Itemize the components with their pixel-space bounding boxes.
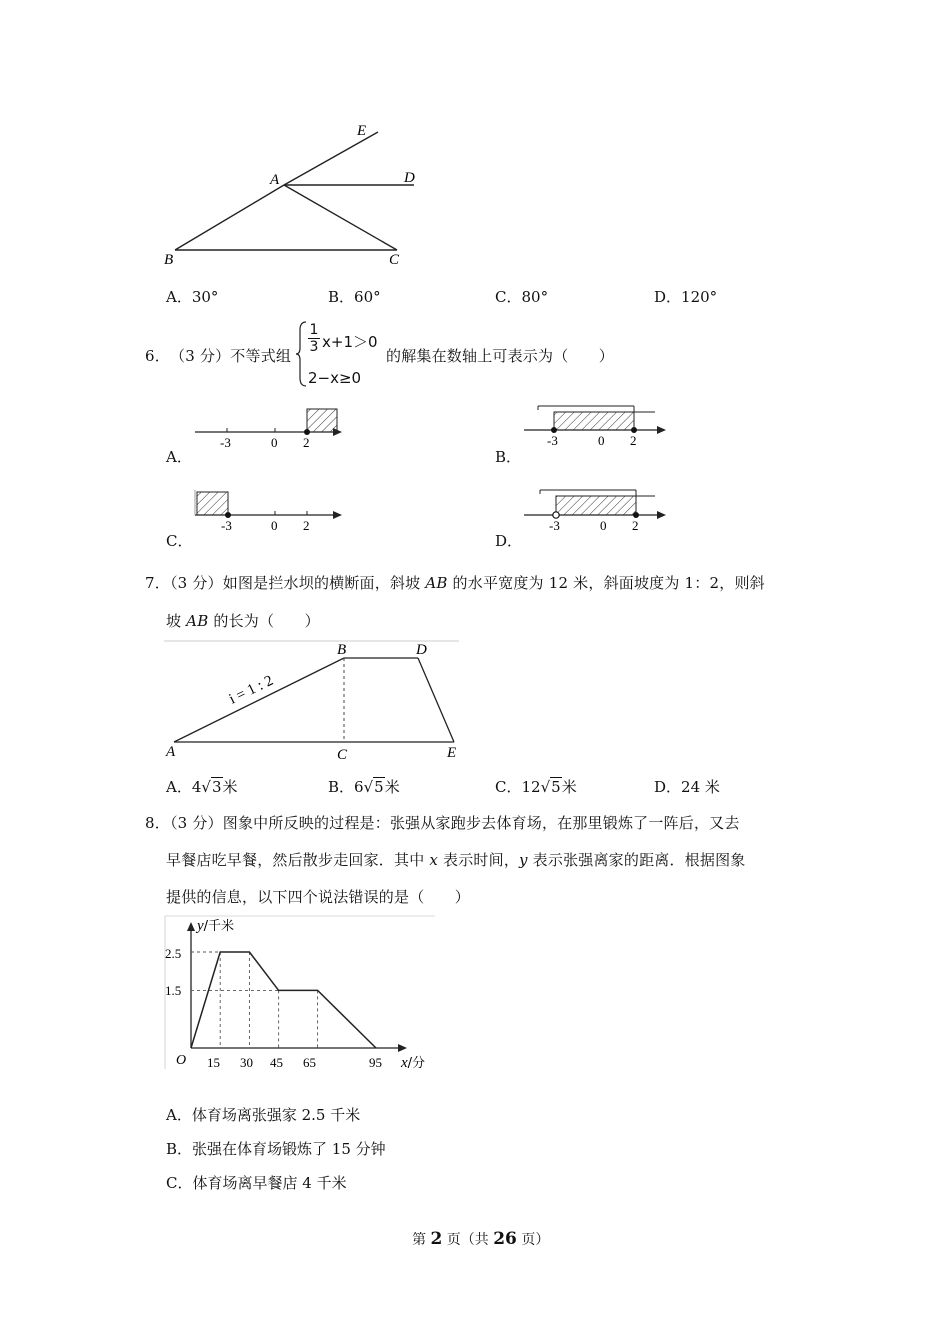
q7-figure	[162, 638, 462, 766]
label-C: C	[337, 747, 348, 763]
tick-label: 2	[303, 435, 310, 450]
q6-score: （3 分）不等式组	[170, 347, 292, 365]
q8-var-y: y	[519, 851, 528, 869]
fraction-numerator: 1	[309, 322, 319, 338]
x-tick-label: 30	[240, 1055, 253, 1070]
footer-text: 页（共	[442, 1232, 494, 1248]
option-text: 30°	[191, 288, 219, 306]
label-D: D	[404, 170, 415, 186]
option-key: B．	[166, 1140, 193, 1158]
label-E: E	[357, 123, 367, 139]
option-unit: 米	[222, 778, 238, 796]
q8-stem-line3: 提供的信息，以下四个说法错误的是（ ）	[166, 888, 471, 906]
label-B: B	[164, 252, 174, 268]
option-key: B．	[328, 288, 355, 306]
option-key: D．	[654, 778, 682, 796]
option-coef: 6	[354, 778, 364, 796]
q8-distance-time-chart	[163, 914, 443, 1074]
q5-option-c[interactable]	[495, 286, 548, 307]
q8-text: 表示张强离家的距离．根据图象	[527, 851, 746, 869]
q6-fraction	[308, 322, 320, 355]
y-axis-arrow	[187, 922, 195, 931]
radicand: 5	[374, 778, 384, 796]
q5-option-a[interactable]	[166, 286, 218, 307]
tick-label: 0	[598, 433, 605, 448]
label-B: B	[337, 642, 347, 658]
tick-label: -3	[220, 435, 231, 450]
label-E: E	[447, 745, 457, 761]
q6-option-b-key[interactable]: B．	[495, 448, 522, 466]
sqrt-symbol: √3	[201, 778, 222, 796]
q6-number: 6．	[145, 347, 170, 365]
q7-ab: AB	[186, 612, 209, 630]
q6-numberline-a[interactable]	[190, 402, 350, 452]
option-text: 24 米	[681, 778, 720, 796]
q7-text: 的水平宽度为 12 米，斜面坡度为 1：2，则斜	[447, 574, 765, 592]
q8-stem-line1: 8．（3 分）图象中所反映的过程是：张强从家跑步去体育场，在那里锻炼了一阵后，又去	[145, 814, 740, 832]
option-key: A．	[166, 288, 192, 306]
page-footer	[412, 1229, 549, 1249]
x-axis-arrow	[398, 1044, 407, 1052]
option-key: C．	[495, 288, 522, 306]
option-coef: 4	[191, 778, 202, 796]
footer-text: 第	[412, 1232, 431, 1248]
tick-label: 2	[632, 518, 639, 533]
tick-label: 0	[271, 435, 278, 450]
option-key: D．	[654, 288, 682, 306]
q7-ab: AB	[425, 574, 448, 592]
q5-figure	[160, 118, 430, 268]
option-text: 120°	[681, 288, 718, 306]
q6-option-c-key[interactable]: C．	[166, 532, 193, 550]
option-key: A．	[166, 778, 192, 796]
sqrt-symbol: √5	[363, 778, 384, 796]
y-tick-label: 2.5	[165, 946, 182, 961]
option-unit: 米	[384, 778, 400, 796]
option-text: 80°	[521, 288, 549, 306]
q8-text: 表示时间，	[438, 851, 520, 869]
q8-stem-line2	[166, 849, 745, 870]
q7-option-a[interactable]	[166, 776, 238, 797]
label-A: A	[166, 744, 176, 760]
x-tick-label: 65	[303, 1055, 316, 1070]
q6-brace	[296, 320, 308, 388]
q5-option-d[interactable]	[654, 286, 717, 307]
footer-text: 页）	[516, 1232, 550, 1248]
q7-text: 的长为（ ）	[208, 612, 320, 630]
tick-label: 2	[630, 433, 637, 448]
radicand: 5	[551, 778, 561, 796]
series-line	[191, 952, 376, 1048]
label-A: A	[270, 172, 280, 188]
q6-numberline-d[interactable]	[520, 482, 675, 536]
y-axis-label: y/千米	[197, 918, 235, 934]
q6-option-a-key[interactable]: A．	[166, 448, 192, 466]
option-text: 体育场离张强家 2.5 千米	[191, 1106, 361, 1124]
option-key: A．	[166, 1106, 192, 1124]
slope-label: i = 1 : 2	[226, 672, 276, 708]
tick-label: -3	[221, 518, 232, 533]
q8-option-b[interactable]	[166, 1138, 386, 1159]
q6-tail: 的解集在数轴上可表示为（ ）	[386, 347, 615, 365]
q8-var-x: x	[429, 851, 439, 869]
option-unit: 米	[561, 778, 577, 796]
label-C: C	[389, 252, 400, 268]
x-tick-label: 95	[369, 1055, 382, 1070]
q7-option-b[interactable]	[328, 776, 400, 797]
option-key: C．	[495, 778, 522, 796]
label-D: D	[416, 642, 427, 658]
q8-option-c[interactable]	[166, 1172, 347, 1193]
option-key: C．	[166, 1174, 193, 1192]
tick-label: 0	[600, 518, 607, 533]
q6-ineq1-rest: x+1＞0	[322, 333, 378, 351]
x-tick-label: 45	[270, 1055, 283, 1070]
page-number: 2	[430, 1229, 443, 1249]
q6-ineq2: 2−x≥0	[308, 369, 362, 387]
q7-option-d[interactable]	[654, 776, 720, 797]
option-key: B．	[328, 778, 355, 796]
q6-numberline-c[interactable]	[190, 486, 350, 536]
option-text: 60°	[354, 288, 381, 306]
y-tick-label: 1.5	[165, 983, 182, 998]
q8-option-a[interactable]	[166, 1104, 360, 1125]
sqrt-symbol: √5	[540, 778, 561, 796]
fraction-denominator: 3	[309, 339, 319, 355]
q7-stem-line1	[145, 572, 765, 593]
tick-label: -3	[549, 518, 560, 533]
page-total: 26	[493, 1229, 517, 1249]
origin-label: O	[176, 1053, 187, 1068]
option-coef: 12	[521, 778, 541, 796]
radicand: 3	[211, 778, 222, 796]
option-text: 张强在体育场锻炼了 15 分钟	[192, 1140, 386, 1158]
q7-text: 7．（3 分）如图是拦水坝的横断面，斜坡	[145, 574, 426, 592]
q5-option-b[interactable]	[328, 286, 381, 307]
q6-numberline-b[interactable]	[520, 398, 675, 452]
option-text: 体育场离早餐店 4 千米	[192, 1174, 347, 1192]
tick-label: 2	[303, 518, 310, 533]
tick-label: 0	[271, 518, 278, 533]
q8-text: 早餐店吃早餐，然后散步走回家．其中	[166, 851, 430, 869]
q7-text: 坡	[166, 612, 187, 630]
q6-option-d-key[interactable]: D．	[495, 532, 523, 550]
tick-label: -3	[547, 433, 558, 448]
q7-option-c[interactable]	[495, 776, 577, 797]
x-tick-label: 15	[207, 1055, 220, 1070]
x-axis-label: x/分	[401, 1055, 426, 1071]
q7-stem-line2	[166, 610, 320, 631]
